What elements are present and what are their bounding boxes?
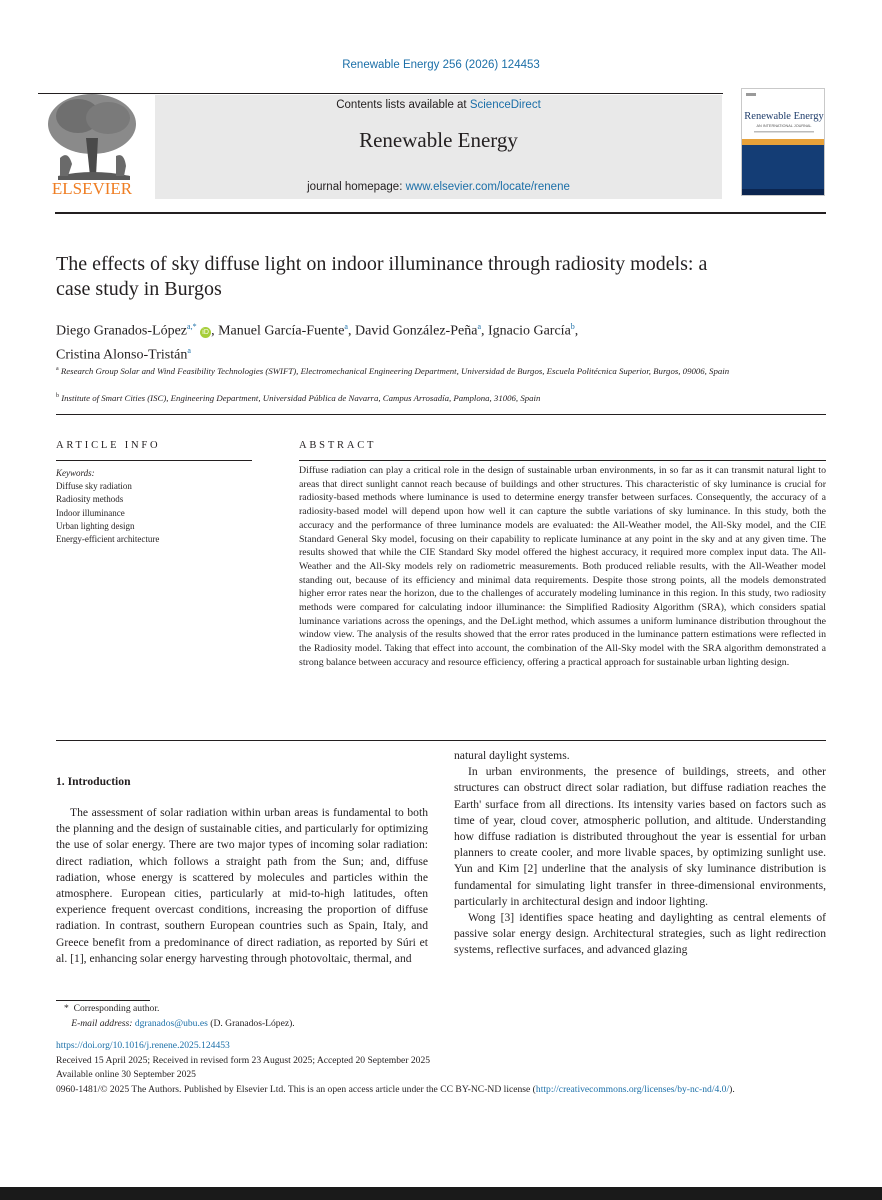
contents-line — [155, 99, 722, 111]
article-metadata — [56, 1039, 828, 1098]
affiliation-text: Institute of Smart Cities (ISC), Engineering Department, Universidad Pública de Navarra, Campus Arrosadía, Pamplona, 31006, Spain — [61, 392, 541, 403]
received-dates: Received 15 April 2025; Received in revised form 23 August 2025; Accepted 20 September 2025 — [56, 1054, 431, 1066]
affiliation-text: Research Group Solar and Wind Feasibility Technologies (SWIFT), Electromechanical Engineering Department, Universidad de Burgos, Escuela Politécnica Superior, Burgos, 09006, Spain — [60, 365, 730, 376]
homepage-prefix: journal homepage: — [307, 181, 406, 193]
abstract-heading: ABSTRACT — [299, 440, 377, 451]
corresponding-author-note: Corresponding author. — [73, 1003, 160, 1014]
author-name[interactable]: Manuel García-Fuente — [218, 323, 345, 339]
journal-cover-image — [742, 89, 825, 196]
author-affiliation-marker[interactable]: a — [477, 322, 481, 331]
header-bottom-rule — [55, 212, 826, 214]
elsevier-wordmark: ELSEVIER — [51, 179, 133, 198]
journal-citation-link[interactable]: Renewable Energy 256 (2026) 124453 — [342, 59, 540, 71]
body-paragraph: Wong [3] identifies space heating and daylighting as central elements of passive solar energy design. Architectural strategies, such as light redirection systems, reflective surfaces, and advanced glazing — [454, 911, 826, 957]
elsevier-tree-icon — [38, 88, 146, 198]
license-statement: 0960-1481/© 2025 The Authors. Published by Elsevier Ltd. This is an open access article under the CC BY-NC-ND license (http://creativecommons.org/licenses/by-nc-nd/4.0/). — [56, 1084, 735, 1096]
orcid-icon[interactable]: iD — [200, 327, 211, 338]
keyword-item: Energy-efficient architecture — [56, 534, 160, 545]
sciencedirect-link[interactable]: ScienceDirect — [469, 99, 541, 111]
footnote-marker: * — [64, 1003, 69, 1014]
author-affiliation-marker[interactable]: b — [570, 322, 575, 331]
email-owner: (D. Granados-López). — [210, 1017, 295, 1029]
affiliation-b — [56, 390, 756, 404]
right-column — [454, 748, 826, 959]
journal-homepage-link[interactable]: www.elsevier.com/locate/renene — [405, 181, 570, 193]
author-affiliation-marker[interactable]: a — [187, 345, 191, 355]
journal-cover-thumbnail[interactable] — [741, 88, 825, 196]
keywords-label: Keywords: — [56, 468, 95, 478]
affiliation-marker: b — [56, 393, 59, 399]
body-paragraph: natural daylight systems. — [454, 749, 570, 762]
corresponding-author-footnote — [64, 1002, 564, 1031]
body-paragraph: The assessment of solar radiation within urban areas is fundamental to both the planning and the design of sustainable cities, and particularly for optimizing the use of solar energy. There are two major types of incoming solar radiation: direct radiation, which follows a straight path from the Sun; and, diffuse radiation, whose energy is scattered by molecules and particles within the atmosphere. European cities, particularly at mid-to-high latitudes, often experience frequent overcast conditions, increasing the proportion of diffuse radiation. In contrast, southern European countries such as Spain, Italy, and Greece benefit from a predominance of direct radiation, as reported by Súri et al. [1], enhancing solar energy harvesting through photovoltaic, thermal, and — [56, 806, 428, 965]
author-name[interactable]: David González-Peña — [354, 323, 478, 339]
cover-subtitle: AN INTERNATIONAL JOURNAL — [756, 124, 812, 128]
cover-title: Renewable Energy — [744, 111, 824, 122]
doi-link[interactable]: https://doi.org/10.1016/j.renene.2025.124453 — [56, 1040, 230, 1051]
available-online-date: Available online 30 September 2025 — [56, 1069, 196, 1081]
article-info-rule — [56, 460, 252, 461]
section-divider — [56, 414, 826, 415]
author-name[interactable]: Diego Granados-López — [56, 323, 188, 339]
left-column — [56, 805, 428, 967]
affiliation-marker: a — [56, 366, 59, 372]
affiliation-a — [56, 363, 756, 377]
paper-title: The effects of sky diffuse light on indoor illuminance through radiosity models: a case study in Burgos — [56, 253, 708, 300]
author-affiliation-marker[interactable]: a — [344, 322, 348, 331]
abstract-bottom-rule — [56, 740, 826, 741]
author-list: Diego Granados-López$^{a,*}$ iD , Manuel García-Fuente$^a$, David González-Peña$^a$, Ignacio García$^b$, Cristina Alonso-Tristán$^a$ — [56, 322, 579, 363]
abstract-text: Diffuse radiation can play a critical role in the design of sustainable urban environments, in so far as it can transmit natural light to areas that direct sunlight cannot reach because of buildings and other structures. This characteristic of sky luminance is crucial for radiosity-based methods where luminance is used to determine energy transfer between surfaces. Consequently, the accuracy of a radiosity-based model will depend upon how well it can capture the subtle variations of sky luminance. In this study, both the accuracy and the performance of three luminance models are evaluated: the All-Weather model, the All-Sky model, and the CIE Standard General Sky model, focusing on their capability to replicate luminance at any point in the sky and at any given time. The results showed that while the CIE Standard Sky model offered the highest accuracy, it required more complex input data. The All-Weather and the All-Sky models rely on radiometric measurements. Both produced reliable results, with the All-Weather model standing out, because of its efficiency and minimal data requirements. Despite those strong points, all the models demonstrated higher error rates near the horizon, due to the challenges of accurately modeling luminance in this region. In this study, two radiosity methods were compared for calculating indoor illuminance: the Simplified Radiosity Algorithm (SRA), which considers spatial luminance variations across the openings, and the DeLight method, which assumes a uniform luminance distribution throughout the window view. The analysis of the results showed that the error rates produced in the luminance pattern estimations were reflected in the Radiosity model. Taking that effect into account, the combination of the All-Sky model with the SRA algorithm demonstrated a strong balance between accuracy and resource efficiency, offering a practical approach for sustainable urban lighting design. — [299, 465, 826, 668]
keyword-item: Urban lighting design — [56, 520, 135, 531]
contents-prefix: Contents lists available at — [336, 99, 470, 111]
keyword-item: Diffuse sky radiation — [56, 481, 132, 492]
keyword-item: Radiosity methods — [56, 494, 124, 505]
article-info-heading: ARTICLE INFO — [56, 440, 161, 451]
page-bottom-edge — [0, 1187, 882, 1200]
email-label: E-mail address: — [71, 1017, 133, 1029]
abstract-rule — [299, 460, 826, 461]
journal-name: Renewable Energy — [359, 128, 518, 152]
introduction-heading: 1. Introduction — [56, 775, 131, 788]
journal-homepage-line — [155, 181, 722, 193]
author-affiliation-marker[interactable]: a,* — [187, 322, 197, 331]
body-paragraph: In urban environments, the presence of buildings, streets, and other structures can obstruct direct solar radiation, but diffuse radiation reaches the Earth' surface from all directions. Its intensity varies based on factors such as time of year, cloud cover, atmospheric pollution, and altitude. Understanding how diffuse radiation is distributed throughout the year is essential for urban planners to create cooler, and more livable spaces, by optimizing sunlight use. Yun and Kim [2] underline that the analysis of sky luminance distribution is fundamental for simulating light transfer in three-dimensional environments, particularly in architectural design and indoor lighting. — [454, 765, 826, 908]
keywords-block — [56, 467, 256, 546]
license-link[interactable]: http://creativecommons.org/licenses/by-nc-nd/4.0/ — [535, 1084, 730, 1096]
email-link[interactable]: dgranados@ubu.es — [134, 1017, 208, 1029]
header-top-rule — [38, 93, 723, 94]
keyword-item: Indoor illuminance — [56, 507, 125, 518]
footnote-rule — [56, 1000, 150, 1001]
author-name[interactable]: Cristina Alonso-Tristán — [56, 347, 188, 363]
author-name[interactable]: Ignacio García — [488, 323, 571, 339]
elsevier-logo[interactable] — [38, 88, 146, 198]
